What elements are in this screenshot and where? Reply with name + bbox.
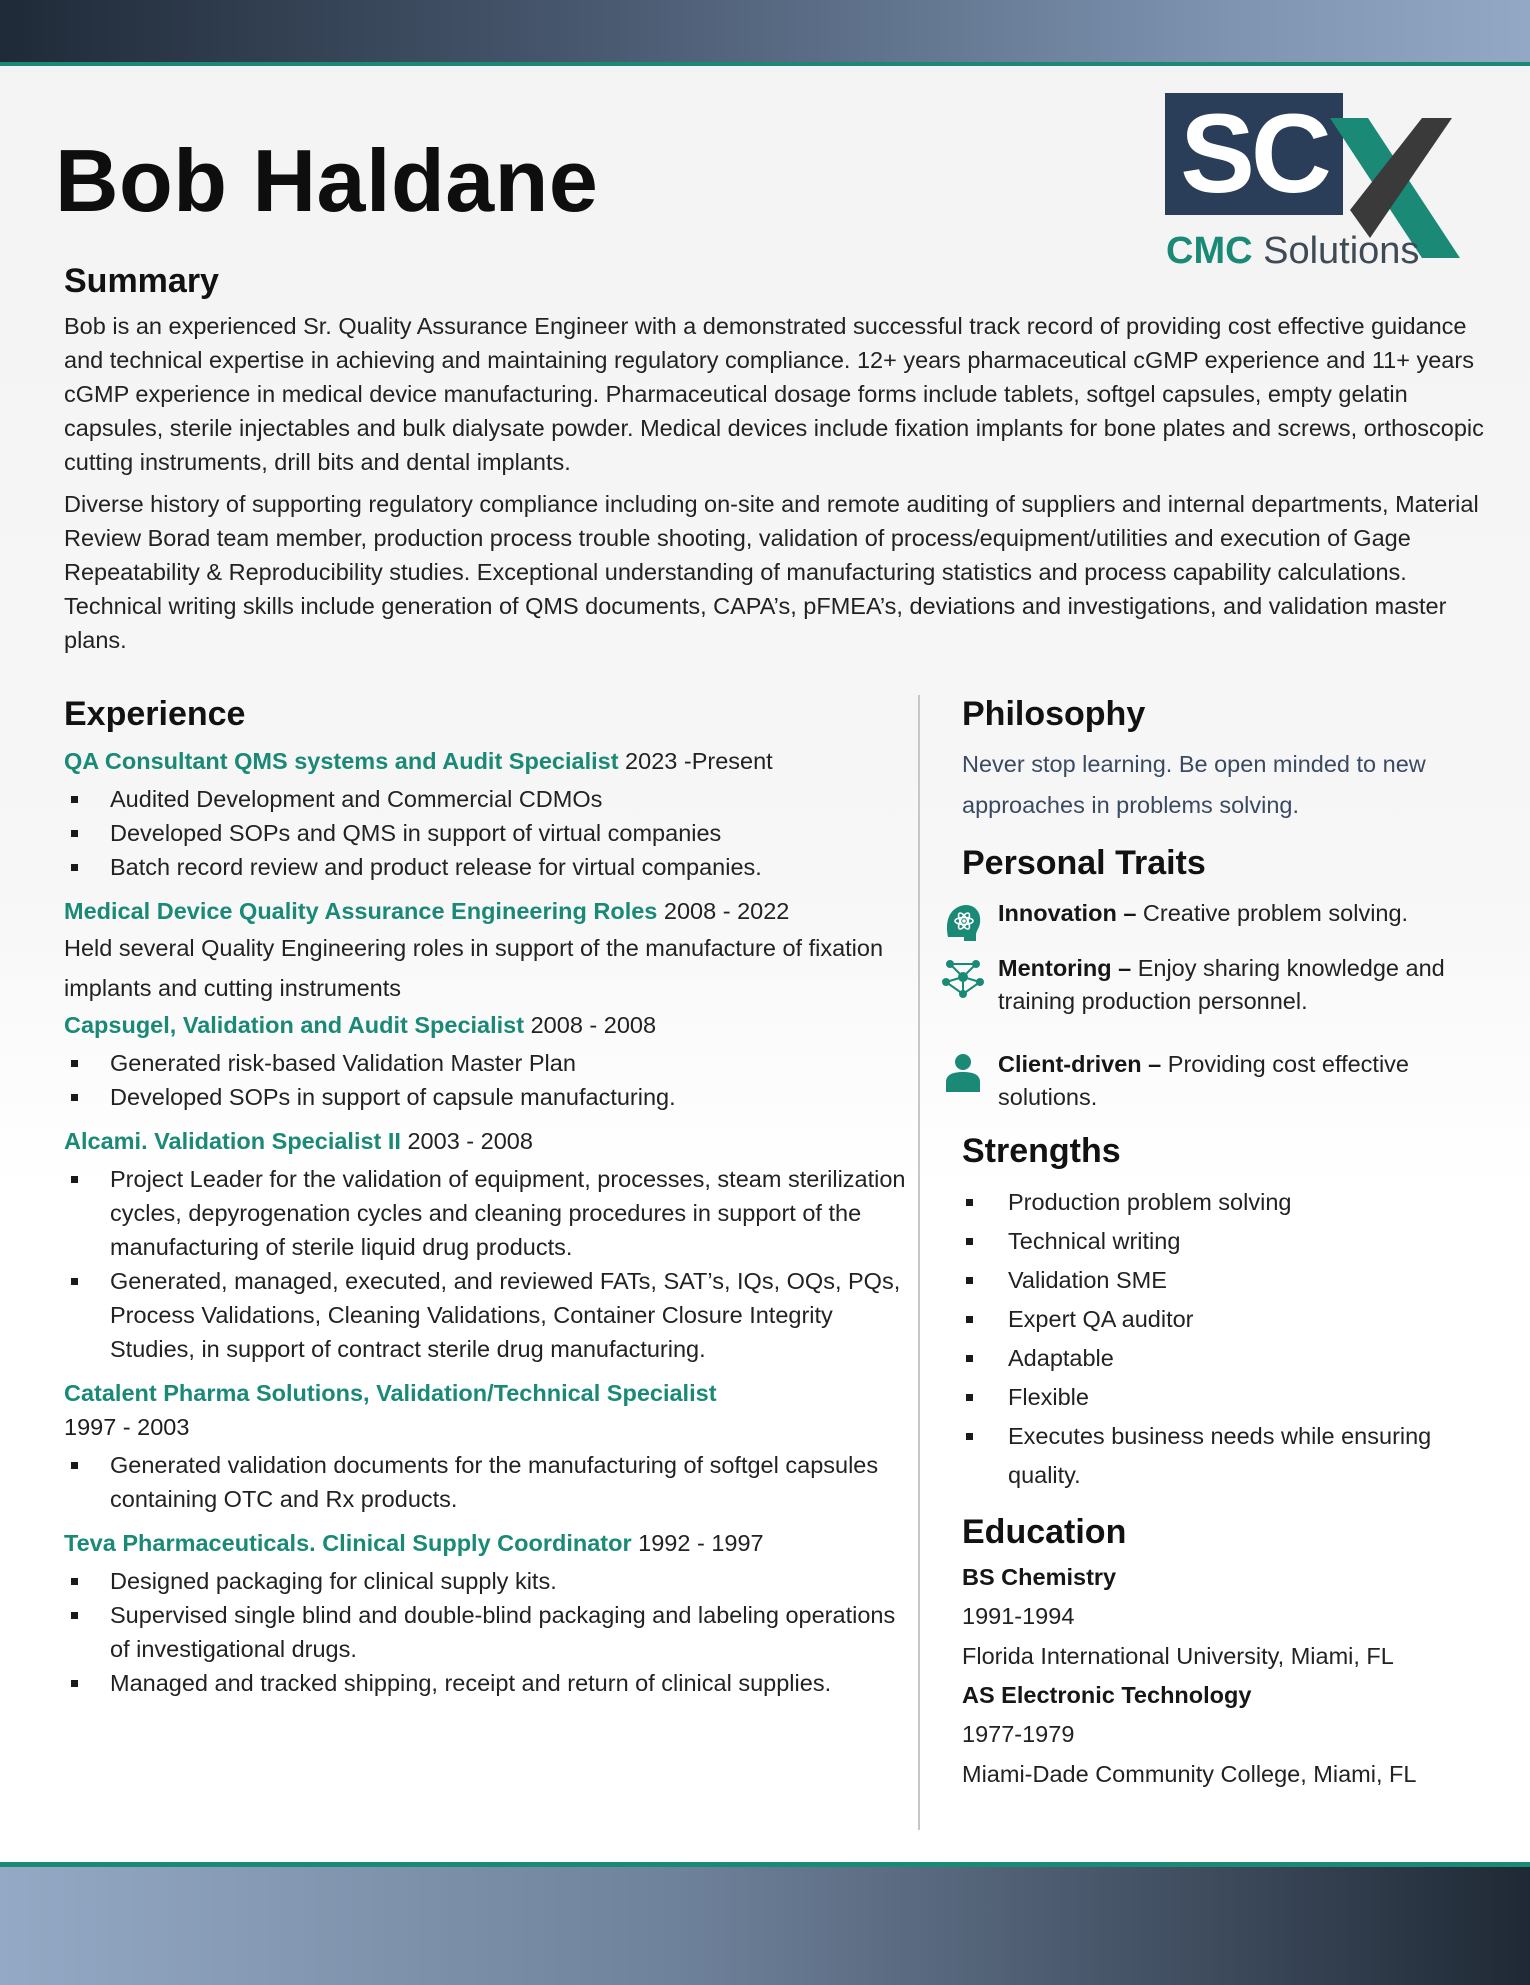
job-role: Teva Pharmaceuticals. Clinical Supply Coordinator [64,1530,632,1556]
trait-client-driven [962,1048,1482,1114]
job-title [64,1526,914,1560]
job-bullet: Project Leader for the validation of equipment, processes, steam sterilization cycles, depyrogenation cycles and cleaning procedures in support of the manufacturing of sterile liquid drug products. [64,1162,914,1264]
job-dates: 1997 - 2003 [64,1414,190,1440]
strength-item: Validation SME [962,1261,1482,1300]
experience-heading: Experience [64,695,246,733]
trait-mentoring [962,952,1482,1018]
education-degree: AS Electronic Technology [962,1682,1252,1708]
job-title [64,894,914,928]
job-title [64,744,914,778]
job-role: Catalent Pharma Solutions, Validation/Technical Specialist [64,1380,717,1406]
column-divider [918,695,920,1830]
candidate-name: Bob Haldane [55,131,599,230]
job-bullets [64,782,914,884]
job-role: Capsugel, Validation and Audit Specialist [64,1012,525,1038]
job-role: Medical Device Quality Assurance Engineering Roles [64,898,658,924]
education-school: Miami-Dade Community College, Miami, FL [962,1761,1417,1787]
philosophy-text: Never stop learning. Be open minded to new approaches in problems solving. [962,751,1426,818]
job-bullet: Audited Development and Commercial CDMOs [64,782,914,816]
strength-item: Flexible [962,1378,1482,1417]
job-bullet: Developed SOPs in support of capsule manufacturing. [64,1080,914,1114]
experience-section [64,695,914,1700]
job-bullet: Batch record review and product release for virtual companies. [64,850,914,884]
job-bullet: Supervised single blind and double-blind packaging and labeling operations of investigational drugs. [64,1598,914,1666]
job-bullet: Managed and tracked shipping, receipt and return of clinical supplies. [64,1666,914,1700]
trait-name: Innovation – [998,900,1137,926]
job-bullet: Generated risk-based Validation Master Plan [64,1046,914,1080]
job-bullet: Developed SOPs and QMS in support of virtual companies [64,816,914,850]
job-dates: 2008 - 2008 [524,1012,657,1038]
trait-text: Providing cost effective solutions. [998,1051,1409,1110]
job-entry [64,1376,914,1516]
strengths-list [962,1183,1482,1495]
logo-cmc: CMC [1166,230,1253,272]
education-entry [962,1676,1482,1794]
logo-solutions: Solutions [1263,230,1420,272]
education-degree: BS Chemistry [962,1564,1117,1590]
job-title [64,1124,914,1158]
job-bullet: Designed packaging for clinical supply kits. [64,1564,914,1598]
trait-innovation [962,897,1482,930]
job-bullets [64,1046,914,1114]
job-bullets [64,1448,914,1516]
job-bullet: Generated, managed, executed, and reviewed FATs, SAT’s, IQs, OQs, PQs, Process Validations, Cleaning Validations, Container Closure Integrity Studies, in support of contract sterile drug manufacturing. [64,1264,914,1366]
job-title [64,1376,914,1410]
job-bullet: Generated validation documents for the manufacturing of softgel capsules containing OTC and Rx products. [64,1448,914,1516]
strength-item: Expert QA auditor [962,1300,1482,1339]
job-bullets [64,1564,914,1700]
sidebar-column [962,695,1482,1794]
trait-text: Creative problem solving. [1136,900,1409,926]
job-description: Held several Quality Engineering roles in support of the manufacture of fixation implants and cutting instruments [64,935,884,1001]
traits-heading: Personal Traits [962,844,1206,882]
job-entry [64,894,914,1008]
trait-text: Enjoy sharing knowledge and training production personnel. [998,955,1445,1014]
job-dates: 2023 -Present [618,748,773,774]
logo-mark: SC [1165,93,1343,215]
philosophy-heading: Philosophy [962,695,1146,733]
job-entry [64,1526,914,1700]
education-heading: Education [962,1513,1127,1551]
job-dates: 2003 - 2008 [400,1128,533,1154]
education-entry [962,1558,1482,1676]
network-people-icon [940,954,986,1000]
job-entry [64,1008,914,1114]
education-school: Florida International University, Miami, FL [962,1643,1394,1669]
person-icon [940,1050,986,1096]
summary-paragraph: Bob is an experienced Sr. Quality Assurance Engineer with a demonstrated successful track record of providing cost effective guidance and technical expertise in achieving and maintaining regulatory compliance. 12+ years pharmaceutical cGMP experience and 11+ years cGMP experience in medical device manufacturing. Pharmaceutical dosage forms include tablets, softgel capsules, empty gelatin capsules, sterile injectables and bulk dialysate powder. Medical devices include fixation implants for bone plates and screws, orthoscopic cutting instruments, drill bits and dental implants. [64,313,1484,475]
strengths-heading: Strengths [962,1132,1121,1170]
job-entry [64,744,914,884]
head-atom-icon [940,899,986,945]
job-title [64,1008,914,1042]
job-dates: 1992 - 1997 [631,1530,764,1556]
company-logo [1160,88,1480,278]
job-role: QA Consultant QMS systems and Audit Specialist [64,748,619,774]
trait-name: Mentoring – [998,955,1132,981]
job-role: Alcami. Validation Specialist II [64,1128,401,1154]
job-entry [64,1124,914,1366]
strength-item: Technical writing [962,1222,1482,1261]
summary-heading: Summary [64,262,219,300]
summary-paragraph: Diverse history of supporting regulatory compliance including on-site and remote auditing of suppliers and internal departments, Material Review Borad team member, production process trouble shooting, validation of process/equipment/utilities and execution of Gage Repeatability & Reproducibility studies. Exceptional understanding of manufacturing statistics and process capability calculations. Technical writing skills include generation of QMS documents, CAPA’s, pFMEA’s, deviations and investigations, and validation master plans. [64,491,1479,653]
strength-item: Executes business needs while ensuring quality. [962,1417,1482,1495]
trait-name: Client-driven – [998,1051,1162,1077]
summary-section [64,262,1484,665]
top-banner [0,0,1530,66]
job-bullets [64,1162,914,1366]
strength-item: Adaptable [962,1339,1482,1378]
education-years: 1977-1979 [962,1721,1075,1747]
job-dates: 2008 - 2022 [657,898,790,924]
education-years: 1991-1994 [962,1603,1075,1629]
bottom-banner [0,1862,1530,1985]
strength-item: Production problem solving [962,1183,1482,1222]
